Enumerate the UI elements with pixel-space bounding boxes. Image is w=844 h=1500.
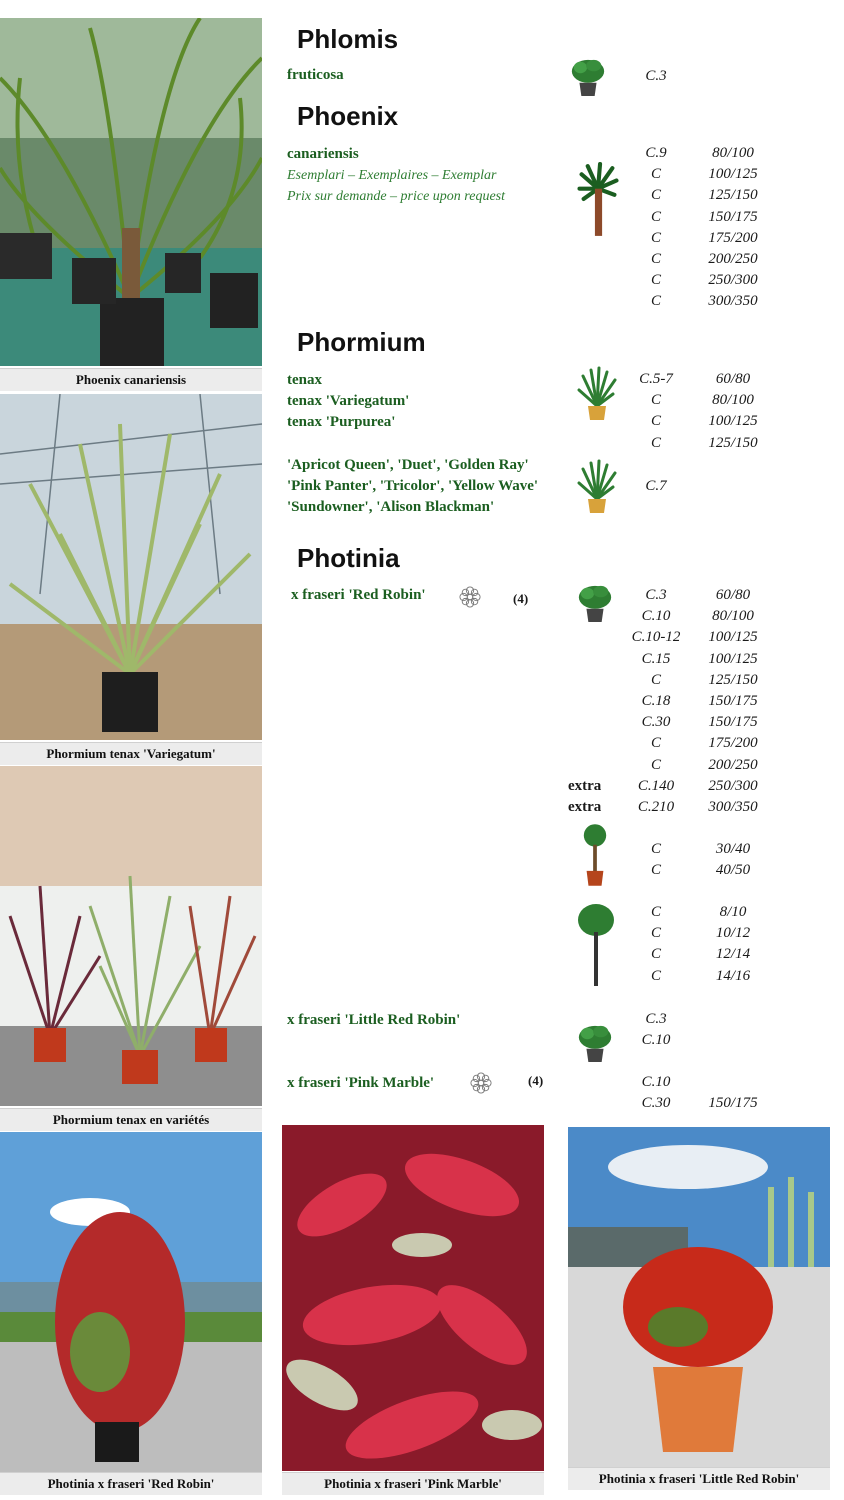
container-size: C [650,967,661,984]
container-size: C [650,413,661,430]
phormium-cultivars-line-3: 'Sundowner', 'Alison Blackman' [287,499,495,515]
container-size: C.210 [637,799,675,815]
phormium-variegatum-photo [0,394,262,740]
bush-pot-icon [576,1022,614,1064]
phoenix-note-price: Prix sur demande – price upon request [287,189,505,204]
container-size: C [650,251,661,267]
container-size: C [650,925,661,942]
container-size: C.9 [645,145,667,161]
phormium-name-variegatum: tenax 'Variegatum' [287,393,410,409]
height-range: 100/125 [708,166,758,183]
phoenix-note-exemplar: Esemplari – Exemplaires – Exemplar [287,168,497,183]
container-size: C.5-7 [639,371,673,387]
container-size: C.30 [641,1095,671,1112]
container-size: C [650,187,661,204]
height-range: 300/350 [708,799,758,815]
phormium-cultivars-line-2: 'Pink Panter', 'Tricolor', 'Yellow Wave' [287,478,539,494]
height-range: 150/175 [708,693,758,709]
phoenix-caption: Phoenix canariensis [0,368,262,391]
flower-icon [470,1072,492,1094]
height-range: 60/80 [715,371,751,387]
container-size: C [650,208,661,225]
extra-label: extra [568,777,602,794]
height-range: 250/300 [708,272,758,289]
palm-icon [576,162,620,240]
phormium-name-tenax: tenax [287,372,322,388]
height-range: 150/175 [708,714,758,731]
height-range: 300/350 [708,293,758,310]
container-size: C.140 [637,777,675,794]
container-size: C [650,272,661,289]
height-range: 40/50 [715,862,751,879]
phormium-name-purpurea: tenax 'Purpurea' [287,414,396,430]
flower-icon [459,586,481,608]
bush-pot-icon [576,582,614,624]
phormium-varieties-photo [0,766,262,1106]
height-range: 80/100 [712,608,754,625]
container-size: C [650,229,661,246]
height-range: 14/16 [715,967,751,984]
height-range: 100/125 [708,650,758,667]
photinia-pink-marble-caption: Photinia x fraseri 'Pink Marble' [282,1472,544,1495]
container-size: C.30 [641,714,671,731]
container-size: C.3 [645,587,667,603]
height-range: 200/250 [708,756,758,773]
height-range: 80/100 [712,392,754,409]
container-size: C [650,862,661,879]
container-size: C.10 [641,1074,671,1090]
height-range: 30/40 [715,841,751,857]
photinia-red-robin-photo [0,1132,262,1472]
photinia-red-robin-name: x fraseri 'Red Robin' [291,587,426,603]
height-range: 12/14 [715,946,751,963]
photinia-little-red-robin-photo [568,1127,830,1467]
phlomis-container: C.3 [645,68,667,84]
height-range: 60/80 [715,587,751,603]
container-size: C.3 [645,1011,667,1027]
container-size: C.10 [641,608,671,625]
container-size: C [650,392,661,409]
height-range: 125/150 [708,187,758,204]
phormium-cultivars-line-1: 'Apricot Queen', 'Duet', 'Golden Ray' [287,457,529,473]
grass-pot-icon [577,365,617,423]
red-robin-footnote: (4) [513,591,529,606]
bush-pot-icon [569,56,607,98]
phlomis-heading: Phlomis [297,24,399,54]
container-size: C [650,756,661,773]
photinia-pink-marble-name: x fraseri 'Pink Marble' [287,1075,435,1091]
height-range: 125/150 [708,671,758,688]
phormium-variegatum-caption: Phormium tenax 'Variegatum' [0,742,262,765]
height-range: 175/200 [708,229,758,246]
phormium-varieties-caption: Phormium tenax en variétés [0,1108,262,1131]
container-size: C [650,434,661,451]
height-range: 150/175 [708,208,758,225]
height-range: 175/200 [708,735,758,752]
container-size: C.10 [641,1032,671,1049]
container-size: C [650,904,661,920]
pink-marble-footnote: (4) [528,1073,544,1088]
phoenix-heading: Phoenix [297,101,399,131]
height-range: 100/125 [708,413,758,430]
photinia-pink-marble-photo [282,1125,544,1471]
phormium-heading: Phormium [297,327,426,357]
phlomis-name: fruticosa [287,67,344,83]
container-size: C [650,841,661,857]
container-size: C [650,671,661,688]
photinia-little-red-robin-name: x fraseri 'Little Red Robin' [287,1012,461,1028]
height-range: 125/150 [708,434,758,451]
container-size: C [650,293,661,310]
photinia-little-red-robin-caption: Photinia x fraseri 'Little Red Robin' [568,1467,830,1490]
phoenix-photo [0,18,262,366]
container-size: C.10-12 [631,629,681,646]
grass-pot-icon [577,458,617,516]
photinia-red-robin-caption: Photinia x fraseri 'Red Robin' [0,1472,262,1495]
height-range: 8/10 [719,904,747,920]
height-range: 80/100 [712,145,754,161]
photinia-heading: Photinia [297,543,400,573]
tree-icon [576,902,616,988]
height-range: 250/300 [708,777,758,794]
height-range: 200/250 [708,251,758,267]
standard-tree-pot-icon [581,822,609,888]
container-size: C [650,946,661,963]
height-range: 100/125 [708,629,758,646]
phormium-cultivar-container: C.7 [645,478,667,494]
height-range: 10/12 [715,925,751,942]
container-size: C.18 [641,693,671,709]
container-size: C [650,166,661,183]
container-size: C [650,735,661,752]
container-size: C.15 [641,650,671,667]
extra-label: extra [568,799,602,815]
height-range: 150/175 [708,1095,758,1112]
phoenix-name: canariensis [287,146,359,162]
